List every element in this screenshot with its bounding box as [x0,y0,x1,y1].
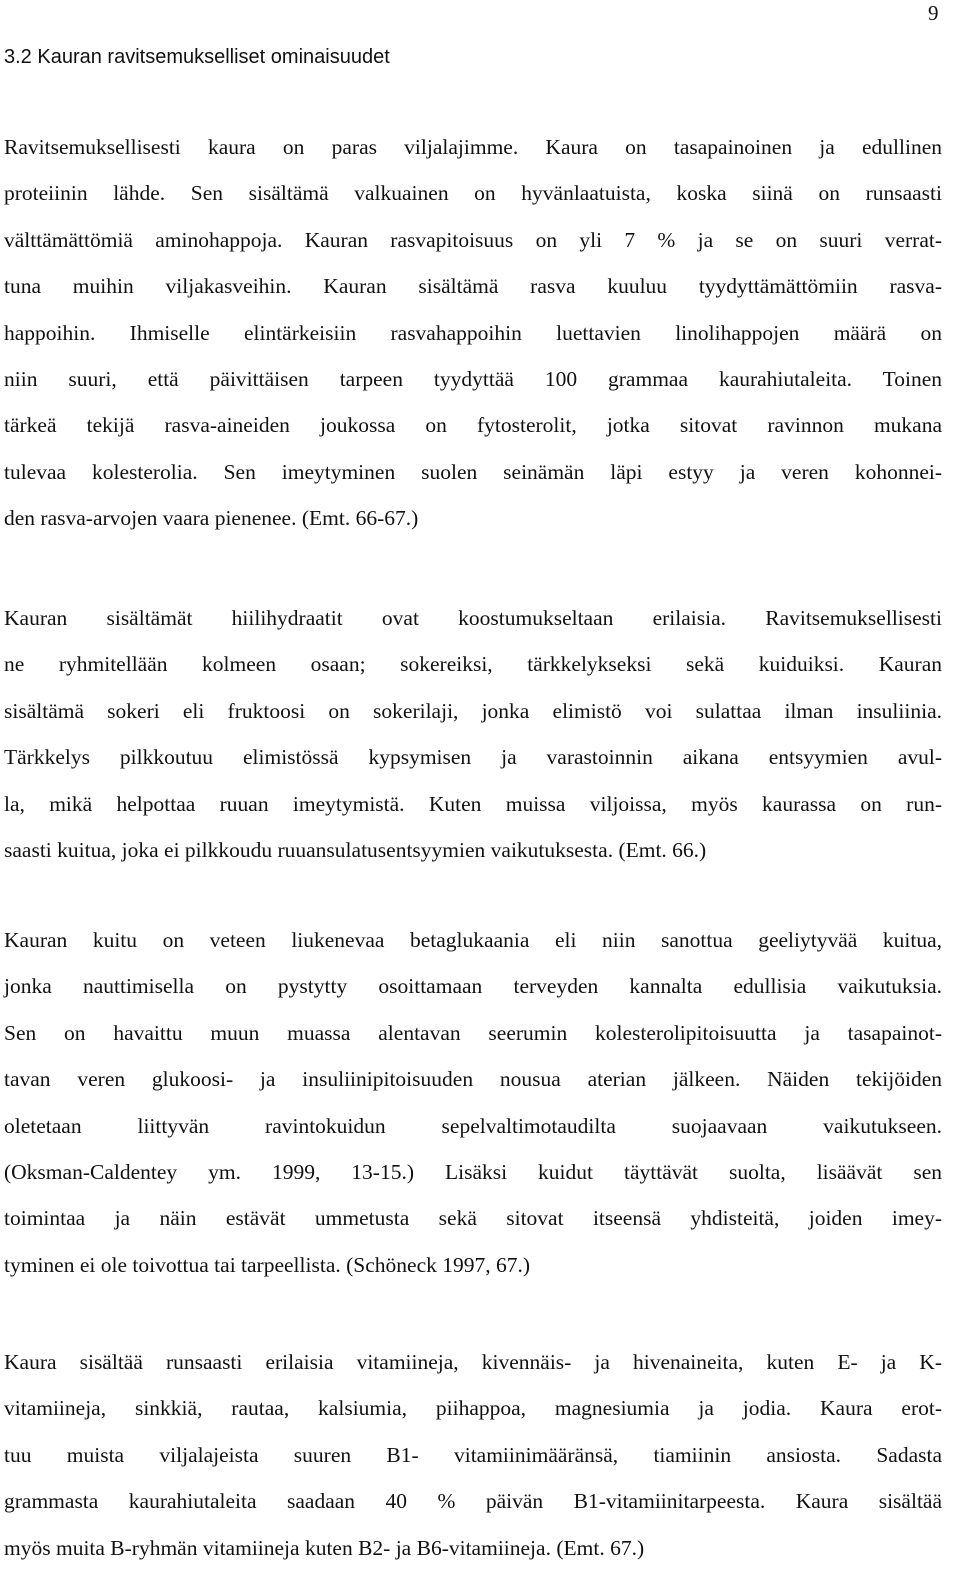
paragraph-3-line: oletetaan liittyvän ravintokuidun sepelvaltimotaudilta suojaavaan vaikutukseen. [4,1113,942,1138]
paragraph-3-line: Sen on havaittu muun muassa alentavan seerumin kolesterolipitoisuutta ja tasapainot- [4,1020,942,1045]
paragraph-3-line: tyminen ei ole toivottua tai tarpeellista. (Schöneck 1997, 67.) [4,1252,531,1277]
paragraph-4-line: vitamiineja, sinkkiä, rautaa, kalsiumia, piihappoa, magnesiumia ja jodia. Kaura erot- [4,1396,942,1421]
paragraph-3-line: Kauran kuitu on veteen liukenevaa betaglukaania eli niin sanottua geeliytyvää kuitua, [4,928,942,952]
paragraph-1-line: Ravitsemuksellisesti kaura on paras viljalajimme. Kaura on tasapainoinen ja edullinen [4,135,942,159]
page-number: 9 [928,1,939,25]
paragraph-2-line: sisältämä sokeri eli fruktoosi on sokerilaji, jonka elimistö voi sulattaa ilman insuliinia. [4,698,942,723]
paragraph-2-line: Tärkkelys pilkkoutuu elimistössä kypsymisen ja varastoinnin aikana entsyymien avul- [4,745,942,770]
paragraph-1-line: välttämättömiä aminohappoja. Kauran rasvapitoisuus on yli 7 % ja se on suuri verrat- [4,227,942,252]
paragraph-4-line: myös muita B-ryhmän vitamiineja kuten B2- ja B6-vitamiineja. (Emt. 67.) [4,1535,645,1560]
paragraph-1-line: happoihin. Ihmiselle elintärkeisiin rasvahappoihin luettavien linolihappojen määrä on [4,320,942,345]
paragraph-3-line: jonka nauttimisella on pystytty osoittamaan terveyden kannalta edullisia vaikutuksia. [4,974,942,999]
paragraph-3-line: tavan veren glukoosi- ja insuliinipitoisuuden nousua aterian jälkeen. Näiden tekijöiden [4,1067,942,1092]
paragraph-2-line: saasti kuitua, joka ei pilkkoudu ruuansulatusentsyymien vaikutuksesta. (Emt. 66.) [4,838,707,862]
paragraph-1-line: niin suuri, että päivittäisen tarpeen tyydyttää 100 grammaa kaurahiutaleita. Toinen [4,367,942,391]
paragraph-2-line: la, mikä helpottaa ruuan imeytymistä. Kuten muissa viljoissa, myös kaurassa on run- [4,791,942,816]
paragraph-2-line: Kauran sisältämät hiilihydraatit ovat koostumukseltaan erilaisia. Ravitsemuksellisesti [4,606,942,630]
paragraph-3-line: toimintaa ja näin estävät ummetusta sekä sitovat itseensä yhdisteitä, joiden imey- [4,1206,942,1231]
paragraph-3-line: (Oksman-Caldentey ym. 1999, 13-15.) Lisäksi kuidut täyttävät suolta, lisäävät sen [4,1160,942,1184]
paragraph-1-line: den rasva-arvojen vaara pienenee. (Emt. 66-67.) [4,506,419,531]
paragraph-1-line: proteiinin lähde. Sen sisältämä valkuainen on hyvänlaatuista, koska siinä on runsaasti [4,181,942,206]
paragraph-4-line: Kaura sisältää runsaasti erilaisia vitamiineja, kivennäis- ja hivenaineita, kuten E- ja K- [4,1350,942,1374]
paragraph-1-line: tärkeä tekijä rasva-aineiden joukossa on fytosterolit, jotka sitovat ravinnon mukana [4,413,942,438]
paragraph-1-line: tulevaa kolesterolia. Sen imeytyminen suolen seinämän läpi estyy ja veren kohonnei- [4,459,942,484]
paragraph-2-line: ne ryhmitellään kolmeen osaan; sokereiksi, tärkkelykseksi sekä kuiduiksi. Kauran [4,652,942,677]
paragraph-4-line: grammasta kaurahiutaleita saadaan 40 % päivän B1-vitamiinitarpeesta. Kaura sisältää [4,1489,942,1514]
paragraph-1-line: tuna muihin viljakasveihin. Kauran sisältämä rasva kuuluu tyydyttämättömiin rasva- [4,274,942,299]
section-heading: 3.2 Kauran ravitsemukselliset ominaisuudet [4,46,390,68]
paragraph-4-line: tuu muista viljalajeista suuren B1- vitamiinimääränsä, tiamiinin ansiosta. Sadasta [4,1442,942,1467]
